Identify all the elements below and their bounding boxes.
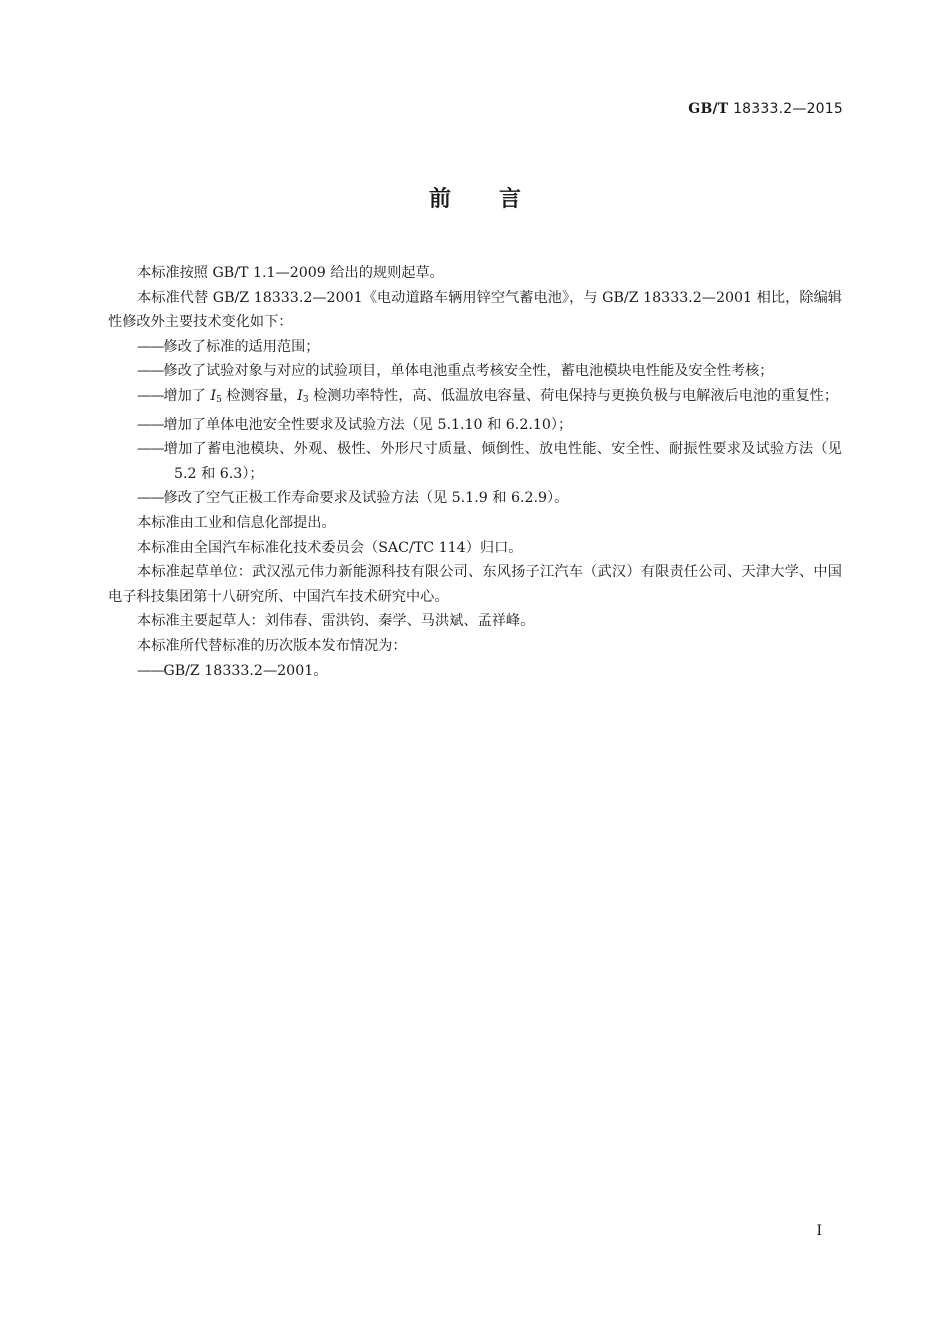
paragraph-replacement: 本标准代替 GB/Z 18333.2—2001《电动道路车辆用锌空气蓄电池》，与 GB/Z 18333.2—2001 相比，除编辑性修改外主要技术变化如下： (108, 289, 842, 331)
list-item-text-a: 增加了 (163, 387, 211, 404)
list-item (108, 659, 842, 684)
dash-marker: —— (137, 387, 164, 404)
paragraph-proposer: 本标准由工业和信息化部提出。 (137, 514, 336, 531)
list-item (108, 384, 842, 413)
current-symbol: I (297, 387, 303, 404)
list-item-text-c: 检测功率特性，高、低温放电容量、荷电保持与更换负极与电解液后电池的重复性； (308, 387, 839, 404)
list-item-text: 修改了标准的适用范围； (163, 338, 320, 355)
current-subscript: 5 (216, 394, 222, 405)
dash-marker: —— (137, 416, 164, 433)
dash-marker: —— (137, 338, 164, 355)
paragraph-drafters: 本标准主要起草人：刘伟春、雷洪钧、秦学、马洪斌、孟祥峰。 (137, 613, 535, 630)
page-number: I (816, 1223, 822, 1239)
list-item-text-b: 检测容量， (221, 387, 298, 404)
list-item-text: GB/Z 18333.2—2001。 (163, 662, 328, 679)
dash-marker: —— (137, 490, 164, 507)
list-item (108, 413, 842, 438)
dash-marker: —— (137, 363, 164, 380)
list-item (108, 486, 842, 511)
current-subscript: 3 (302, 394, 309, 405)
paragraph-drafting-rules: 本标准按照 GB/T 1.1—2009 给出的规则起草。 (137, 265, 444, 281)
list-item (108, 359, 842, 384)
list-item-text: 增加了蓄电池模块、外观、极性、外形尺寸质量、倾倒性、放电性能、安全性、耐振性要求及试验方法（见 5.2 和 6.3）； (163, 441, 842, 482)
paragraph-committee: 本标准由全国汽车标准化技术委员会（SAC/TC 114）归口。 (137, 539, 523, 556)
foreword-body (108, 261, 842, 683)
dash-marker: —— (137, 441, 164, 458)
current-symbol: I (210, 387, 217, 404)
list-item-text: 修改了空气正极工作寿命要求及试验方法（见 5.1.9 和 6.2.9）。 (163, 490, 569, 507)
page-title: 前言 (428, 187, 569, 212)
paragraph-history: 本标准所代替标准的历次版本发布情况为： (137, 637, 407, 654)
paragraph-drafting-units: 本标准起草单位：武汉泓元伟力新能源科技有限公司、东风扬子江汽车（武汉）有限责任公司、天津大学、中国电子科技集团第十八研究所、中国汽车技术研究中心。 (108, 564, 842, 605)
list-item (108, 335, 842, 360)
list-item (108, 437, 842, 486)
standard-code-prefix: GB/T (688, 101, 729, 117)
standard-code (688, 101, 843, 117)
standard-code-number: 18333.2—2015 (728, 101, 843, 117)
list-item-text: 修改了试验对象与对应的试验项目，单体电池重点考核安全性，蓄电池模块电性能及安全性考核； (163, 363, 774, 380)
dash-marker: —— (137, 662, 164, 679)
list-item-text: 增加了单体电池安全性要求及试验方法（见 5.1.10 和 6.2.10）； (163, 416, 573, 433)
